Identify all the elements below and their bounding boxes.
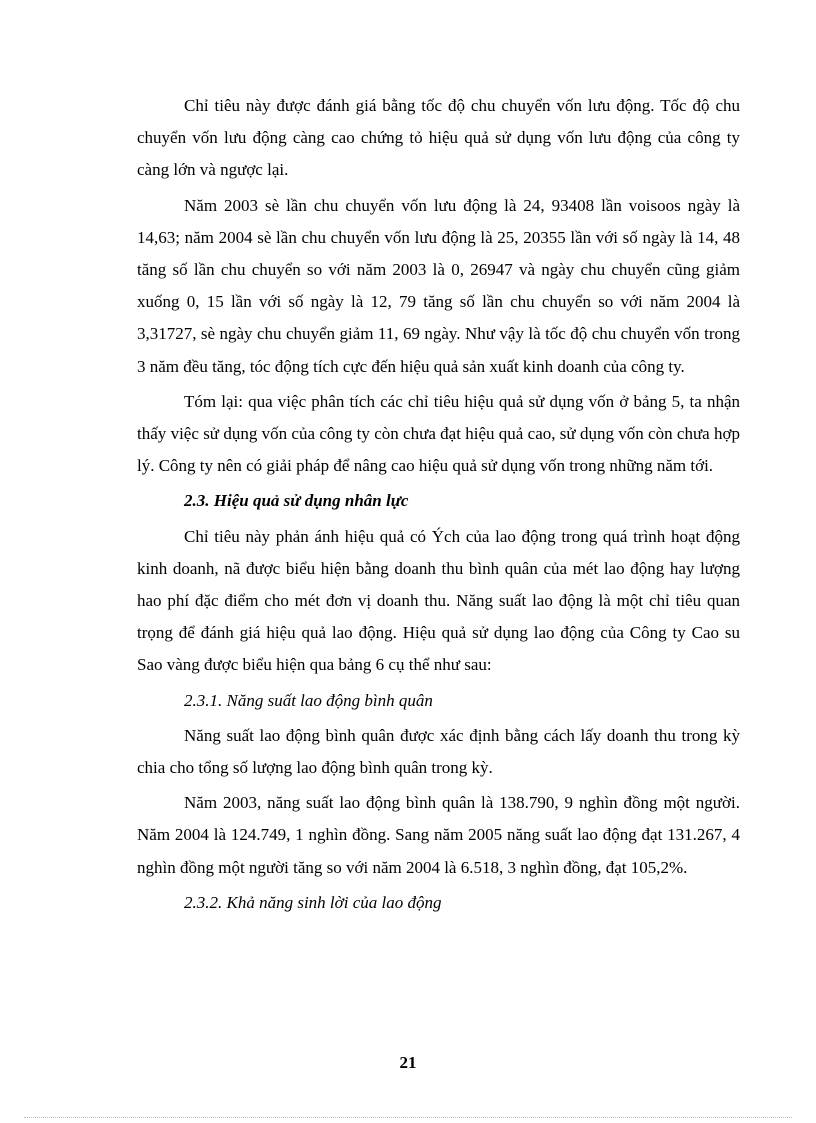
paragraph-productivity-figures: Năm 2003, năng suất lao động bình quân là 138.790, 9 nghìn đồng một người. Năm 2004 là 124.749, 1 nghìn đồng. Sang năm 2005 năng suất lao động đạt 131.267, 4 nghìn đồng một người tăng so với năm 2004 là 6.518, 3 nghìn đồng, đạt 105,2%. [137,793,740,877]
page-number: 21 [399,1053,417,1072]
paragraph-capital-turnover-figures: Năm 2003 sè lần chu chuyển vốn lưu động là 24, 93408 lần voisoos ngày là 14,63; năm 2004 sè lần chu chuyển vốn lưu động là 25, 20355 lần với số ngày là 14, 48 tăng số lần chu chuyển so với năm 2003 là 0, 26947 và ngày chu chuyển cũng giảm xuống 0, 15 lần với số ngày là 12, 79 tăng số lần chu chuyển so với năm 2004 là 3,31727, sè ngày chu chuyển giảm 11, 69 ngày. Như vậy là tốc độ chu chuyển vốn trong 3 năm đều tăng, tóc động tích cực đến hiệu quả sản xuất kinh doanh của công ty. [137,195,740,376]
paragraph-productivity-definition: Năng suất lao động bình quân được xác định bằng cách lấy doanh thu trong kỳ chia cho tổng số lượng lao động bình quân trong kỳ. [137,725,740,778]
page-content [137,90,740,922]
page-bottom-divider [24,1117,792,1118]
subsection-heading-profitability: 2.3.2. Khả năng sinh lời của lao động [184,892,442,912]
subsection-heading-productivity: 2.3.1. Năng suất lao động bình quân [184,690,433,710]
paragraph-summary: Tóm lại: qua việc phân tích các chỉ tiêu hiệu quả sử dụng vốn ở bảng 5, ta nhận thấy việc sử dụng vốn của công ty còn chưa đạt hiệu quả cao, sử dụng vốn còn chưa hợp lý. Công ty nên có giải pháp để nâng cao hiệu quả sử dụng vốn trong những năm tới. [137,391,740,476]
paragraph-labor-efficiency: Chỉ tiêu này phản ánh hiệu quả có Ých của lao động trong quá trình hoạt động kinh doanh, nã được biểu hiện bằng doanh thu bình quân của mét lao động hay lượng hao phí đặc điểm cho mét đơn vị doanh thu. Năng suất lao động là một chỉ tiêu quan trọng để đánh giá hiệu quả lao động. Hiệu quả sử dụng lao động của Công ty Cao su Sao vàng được biểu hiện qua bảng 6 cụ thể như sau: [137,526,740,675]
section-heading: 2.3. Hiệu quả sử dụng nhân lực [184,491,409,511]
paragraph-capital-turnover-intro: Chỉ tiêu này được đánh giá bằng tốc độ chu chuyển vốn lưu động. Tốc độ chu chuyển vốn lưu động càng cao chứng tỏ hiệu quả sử dụng vốn lưu động của công ty càng lớn và ngược lại. [137,96,740,180]
